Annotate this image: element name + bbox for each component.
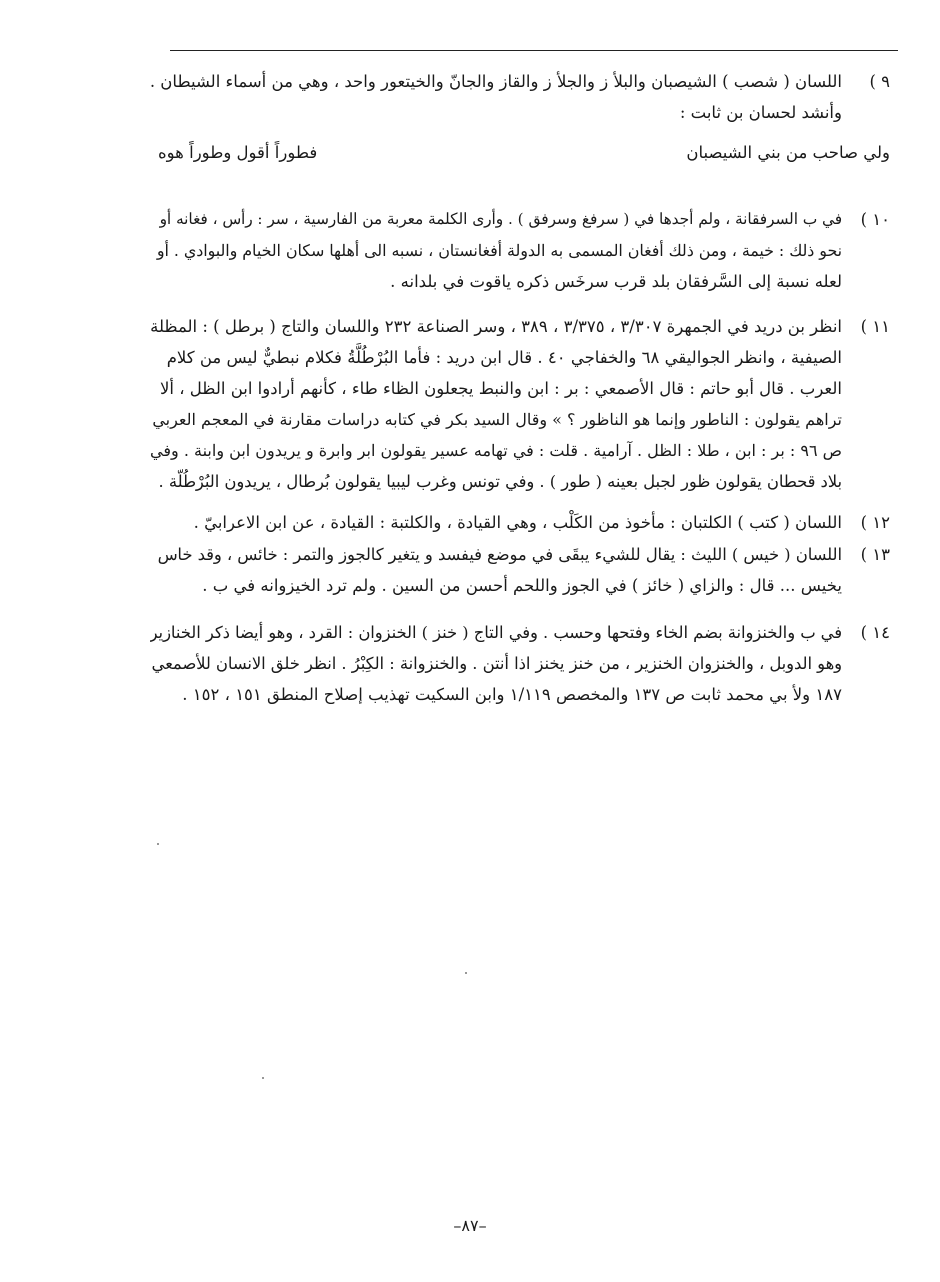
- scan-speck: [157, 843, 159, 845]
- header-rule: [170, 50, 898, 51]
- footnote-line: وأنشد لحسان بن ثابت :: [679, 103, 842, 122]
- footnote-13: [150, 539, 890, 601]
- footnote-number: ١٣ ): [860, 545, 890, 564]
- footnote-line: اللسان ( كتب ) الكلتبان : مأخوذ من الكَلْب ، وهي القيادة ، والكلتبة : القيادة ، عن ابن الاعرابيّ .: [193, 513, 842, 532]
- verse-first-hemistich: ولي صاحب من بني الشيصبان: [686, 143, 890, 162]
- footnote-11: [150, 311, 890, 497]
- page-number: –٨٧–: [453, 1216, 487, 1235]
- footnote-line: بلاد قحطان يقولون ظور لجبل بعينه ( طور ) . وفي تونس وغرب ليبيا يقولون بُرطال ، يريدون البُرْطُلّة .: [158, 472, 842, 491]
- footnote-number: ١٠ ): [860, 210, 890, 229]
- footnote-body: [150, 66, 842, 128]
- footnote-body: [150, 204, 842, 297]
- footnote-14: [150, 617, 890, 710]
- footnote-number: ٩ ): [869, 72, 890, 91]
- footnote-line: اللسان ( خيس ) الليث : يقال للشيء يبقَى في موضع فيفسد و يتغير كالجوز والتمر : خائس ، وقد خاس: [157, 545, 842, 564]
- footnote-number: ١٤ ): [860, 623, 890, 642]
- footnote-line: اللسان ( شصب ) الشيصبان والبلأ ز والجلأ ز والقاز والجانّ والخيتعور واحد ، وهي من أسماء الشيطان .: [150, 72, 842, 91]
- footnote-line: ١٨٧ ولأ بي محمد ثابت ص ١٣٧ والمخصص ١/١١٩ وابن السكيت تهذيب إصلاح المنطق ١٥١ ، ١٥٢ .: [182, 685, 842, 704]
- footnote-9: [150, 66, 890, 128]
- footnote-line: ص ٩٦ : بر : ابن ، طلا : الظل . آرامية . قلت : في تهامه عسير يقولون ابر وابرة و يريدون ابن وابنة . وفي: [150, 441, 842, 460]
- footnote-line: نحو ذلك : خيمة ، ومن ذلك أفغان المسمى به الدولة أفغانستان ، نسبه الى أهلها سكان الخيام والبوادي . أو: [156, 241, 842, 260]
- footnote-line: في ب والخنزوانة بضم الخاء وفتحها وحسب . وفي التاج ( خنز ) الخنزوان : القرد ، وهو أيضا ذكر الخنازير: [150, 623, 842, 642]
- footnote-10: [150, 204, 890, 297]
- footnote-line: تراهم يقولون : الناطور وإنما هو الناظور ؟ » وقال السيد بكر في كتابه دراسات مقارنة في المعجم العربي: [152, 410, 842, 429]
- scan-speck: [465, 972, 467, 974]
- footnote-line: لعله نسبة إلى السَّرفقان بلد قرب سرخَس ذكره ياقوت في بلدانه .: [390, 272, 842, 291]
- footnote-body: [150, 617, 842, 710]
- verse-second-hemistich: فطوراً أقول وطوراً هوه: [158, 143, 318, 162]
- footnote-12: [150, 507, 890, 538]
- footnote-line: في ب السرفقانة ، ولم أجدها في ( سرفغ وسرفق ) . وأرى الكلمة معربة من الفارسية ، سر : رأس ، فغانه أو: [159, 210, 842, 228]
- footnote-line: يخيس ... قال : والزاي ( خائز ) في الجوز واللحم أحسن من السين . ولم ترد الخيزوانه في ب .: [202, 576, 842, 595]
- footnote-body: [150, 311, 842, 497]
- footnote-body: [150, 539, 842, 601]
- scan-speck: [262, 1077, 264, 1079]
- footnote-line: انظر بن دريد في الجمهرة ٣/٣٠٧ ، ٣/٣٧٥ ، ٣٨٩ ، وسر الصناعة ٢٣٢ واللسان والتاج ( برطل ) : المظلة: [150, 317, 842, 336]
- footnote-line: وهو الدوبل ، والخنزوان الخنزير ، من خنز يخنز اذا أنتن . والخنزوانة : الكِبْرُ . انظر خلق الانسان للأصمعي: [151, 654, 842, 673]
- poem-verse: [150, 143, 890, 171]
- footnote-number: ١٢ ): [860, 513, 890, 532]
- footnote-line: الصيفية ، وانظر الجواليقي ٦٨ والخفاجي ٤٠ . قال ابن دريد : فأما البُرْطُلَّةُ فكلام نبطيٌّ ليس من كلام: [166, 348, 842, 367]
- footnote-body: [150, 507, 842, 538]
- footnote-line: العرب . قال أبو حاتم : قال الأصمعي : بر : ابن والنبط يجعلون الظاء طاء ، كأنهم أرادوا ابن الظل ، ألا: [160, 379, 842, 398]
- footnote-number: ١١ ): [860, 317, 890, 336]
